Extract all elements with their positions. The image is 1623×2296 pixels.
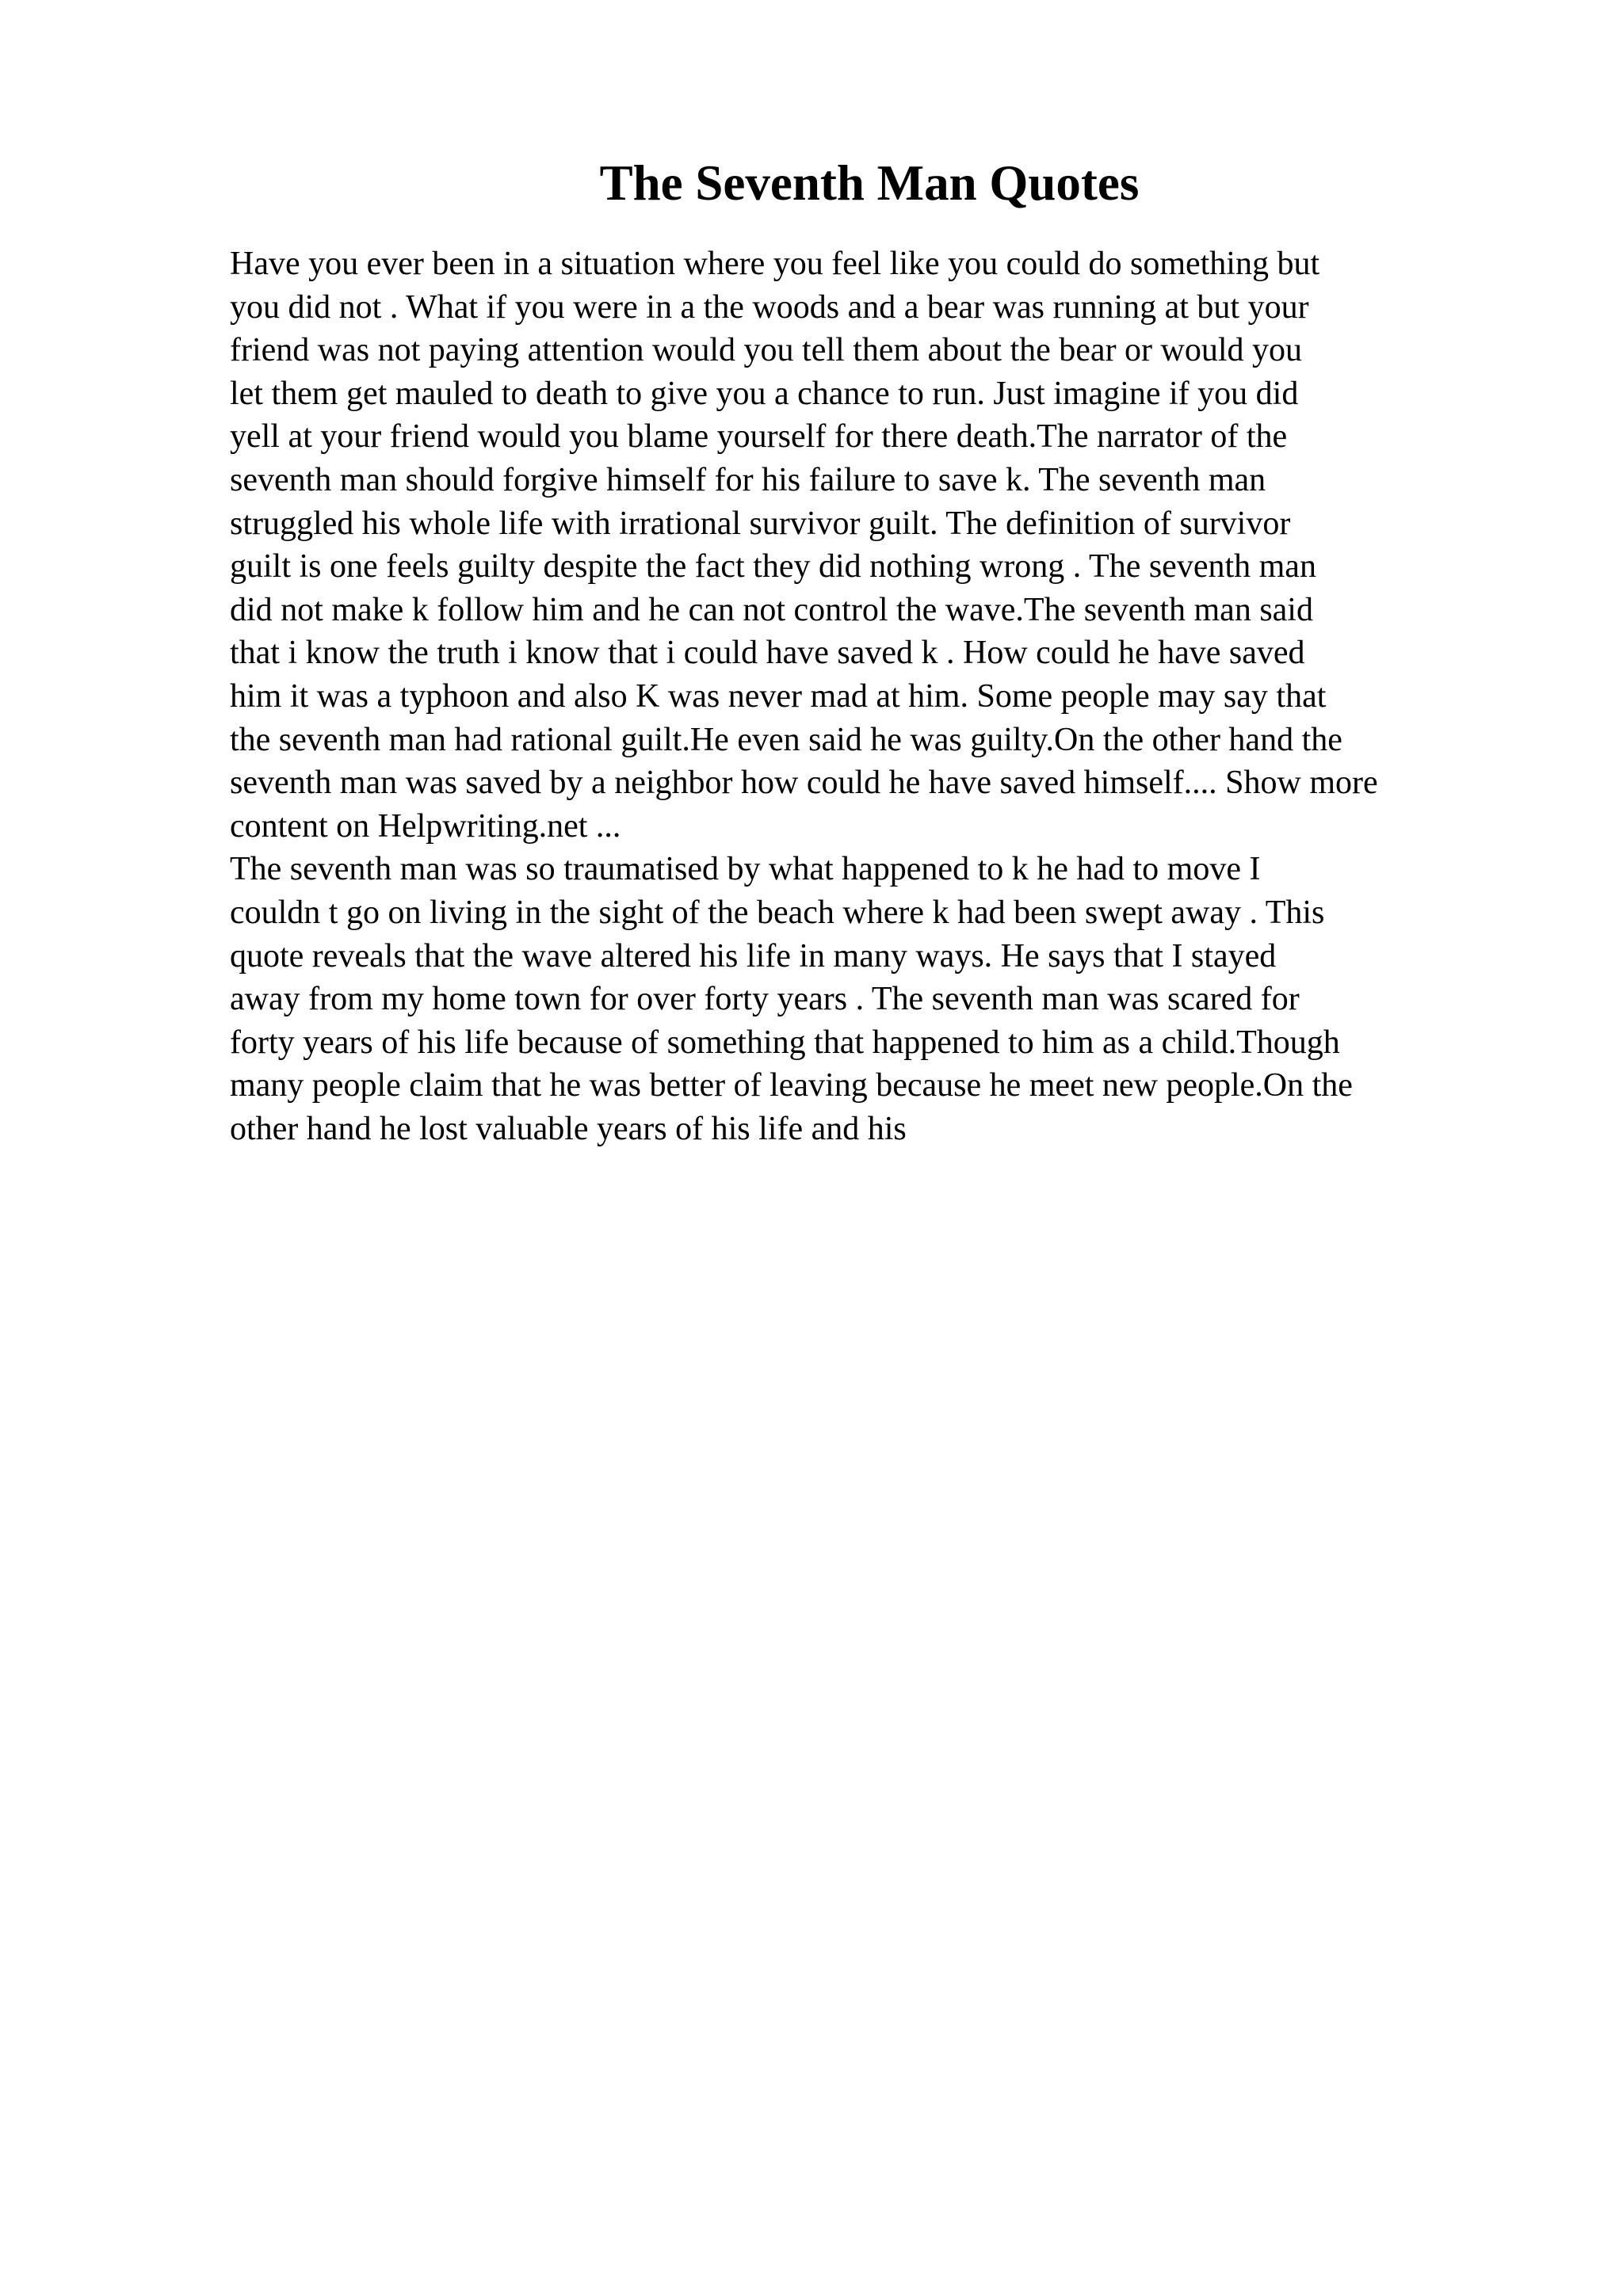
text-line: couldn t go on living in the sight of the beach where k had been swept away . This [230,894,1325,931]
text-line: did not make k follow him and he can not control the wave.The seventh man said [230,591,1313,628]
text-line: The seventh man was so traumatised by what happened to k he had to move I [230,851,1261,888]
text-line: him it was a typhoon and also K was never mad at him. Some people may say that [230,677,1327,715]
text-line: Have you ever been in a situation where you feel like you could do something but [230,246,1320,282]
text-line: seventh man was saved by a neighbor how could he have saved himself.... Show more [230,765,1378,802]
text-line: friend was not paying attention would you tell them about the bear or would you [230,332,1303,369]
text-line: many people claim that he was better of leaving because he meet new people.On the [230,1067,1353,1104]
text-line: away from my home town for over forty years . The seventh man was scared for [230,981,1300,1018]
text-line: quote reveals that the wave altered his life in many ways. He says that I stayed [230,937,1277,974]
text-line: let them get mauled to death to give you a chance to run. Just imagine if you did [230,375,1299,412]
text-line: that i know the truth i know that i could have saved k . How could he have saved [230,635,1305,672]
document-title: The Seventh Man Quotes [599,155,1140,211]
text-line: guilt is one feels guilty despite the fact they did nothing wrong . The seventh man [230,548,1316,585]
paragraph-1 [230,242,1577,848]
text-line: yell at your friend would you blame yourself for there death.The narrator of the [230,418,1288,456]
text-line: struggled his whole life with irrational survivor guilt. The definition of survivor [230,505,1291,542]
document-body [230,242,1577,1150]
text-line: seventh man should forgive himself for his failure to save k. The seventh man [230,461,1266,498]
text-line: forty years of his life because of something that happened to him as a child.Though [230,1024,1340,1061]
paragraph-2 [230,848,1577,1150]
text-line: you did not . What if you were in a the woods and a bear was running at but your [230,288,1309,326]
text-line: content on Helpwriting.net ... [230,807,621,845]
text-line: the seventh man had rational guilt.He even said he was guilty.On the other hand the [230,721,1342,758]
text-line: other hand he lost valuable years of his life and his [230,1110,907,1147]
